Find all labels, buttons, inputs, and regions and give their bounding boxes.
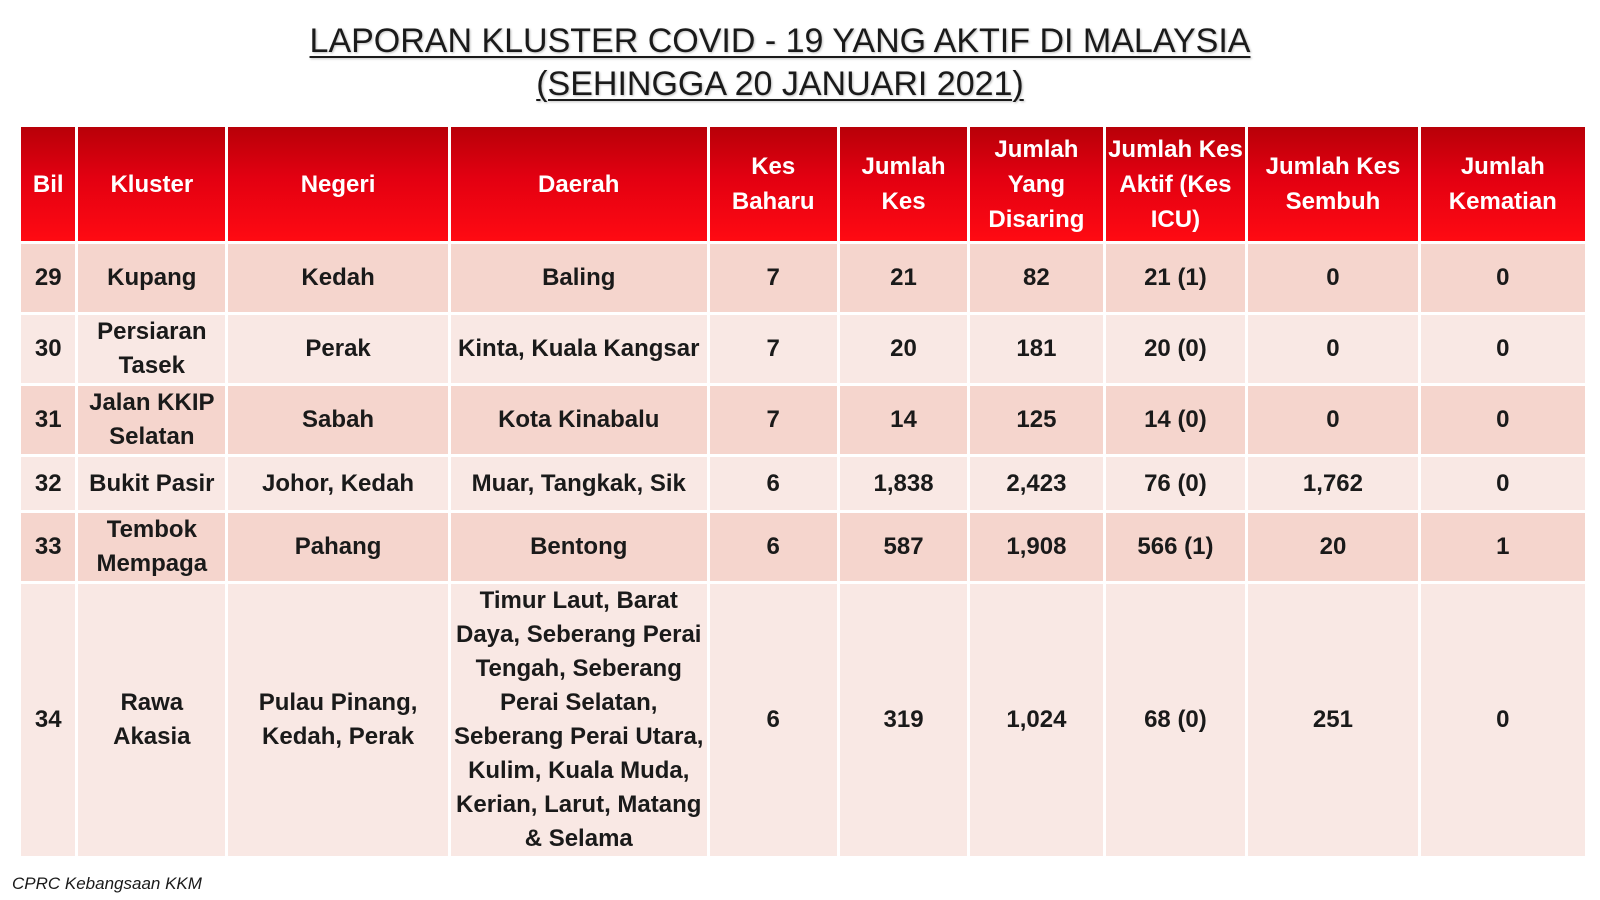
cell-jumlah-kes-sembuh: 20 (1248, 513, 1417, 581)
cell-kes-baharu: 6 (710, 584, 837, 856)
cell-negeri: Sabah (228, 386, 448, 454)
cell-jumlah-kes: 319 (840, 584, 967, 856)
cell-jumlah-disaring: 2,423 (970, 457, 1102, 510)
table-row (21, 244, 1585, 312)
header-jumlah-kes-sembuh: Jumlah Kes Sembuh (1248, 127, 1417, 241)
table-row (21, 457, 1585, 510)
cell-daerah: Bentong (451, 513, 707, 581)
cell-jumlah-disaring: 1,908 (970, 513, 1102, 581)
header-kes-baharu: Kes Baharu (710, 127, 837, 241)
cell-kluster: Kupang (78, 244, 225, 312)
header-jumlah-kematian: Jumlah Kematian (1421, 127, 1585, 241)
header-jumlah-kes-aktif: Jumlah Kes Aktif (Kes ICU) (1106, 127, 1246, 241)
cell-jumlah-disaring: 125 (970, 386, 1102, 454)
cell-kes-baharu: 7 (710, 386, 837, 454)
cell-kes-baharu: 6 (710, 457, 837, 510)
cell-jumlah-kes-sembuh: 0 (1248, 386, 1417, 454)
cell-kluster: Jalan KKIP Selatan (78, 386, 225, 454)
cell-jumlah-kes-sembuh: 0 (1248, 244, 1417, 312)
cell-jumlah-kes-aktif: 566 (1) (1106, 513, 1246, 581)
cell-jumlah-disaring: 1,024 (970, 584, 1102, 856)
cell-jumlah-kes: 21 (840, 244, 967, 312)
cell-kluster: Tembok Mempaga (78, 513, 225, 581)
cell-jumlah-kematian: 1 (1421, 513, 1585, 581)
cell-daerah: Kinta, Kuala Kangsar (451, 315, 707, 383)
cell-jumlah-kes-aktif: 21 (1) (1106, 244, 1246, 312)
cell-daerah: Kota Kinabalu (451, 386, 707, 454)
cell-jumlah-kes-sembuh: 251 (1248, 584, 1417, 856)
cell-jumlah-kematian: 0 (1421, 584, 1585, 856)
cell-jumlah-disaring: 82 (970, 244, 1102, 312)
cell-negeri: Perak (228, 315, 448, 383)
header-kluster: Kluster (78, 127, 225, 241)
cell-bil: 30 (21, 315, 75, 383)
table-header-row (21, 127, 1585, 241)
cell-kes-baharu: 6 (710, 513, 837, 581)
cell-daerah: Baling (451, 244, 707, 312)
cell-jumlah-kematian: 0 (1421, 315, 1585, 383)
cell-negeri: Pahang (228, 513, 448, 581)
table-row (21, 386, 1585, 454)
cell-bil: 31 (21, 386, 75, 454)
page-title (0, 20, 1560, 106)
cell-jumlah-kes-sembuh: 0 (1248, 315, 1417, 383)
header-jumlah-kes: Jumlah Kes (840, 127, 967, 241)
cell-jumlah-kes: 14 (840, 386, 967, 454)
cell-jumlah-kes-aktif: 14 (0) (1106, 386, 1246, 454)
cell-negeri: Kedah (228, 244, 448, 312)
table-row (21, 584, 1585, 856)
cell-jumlah-kematian: 0 (1421, 386, 1585, 454)
cell-bil: 33 (21, 513, 75, 581)
cell-jumlah-kes: 587 (840, 513, 967, 581)
title-line-2: (SEHINGGA 20 JANUARI 2021) (536, 65, 1024, 103)
cell-negeri: Pulau Pinang, Kedah, Perak (228, 584, 448, 856)
cell-jumlah-kematian: 0 (1421, 244, 1585, 312)
cell-jumlah-kematian: 0 (1421, 457, 1585, 510)
cell-daerah: Muar, Tangkak, Sik (451, 457, 707, 510)
cell-kes-baharu: 7 (710, 244, 837, 312)
header-jumlah-disaring: Jumlah Yang Disaring (970, 127, 1102, 241)
table-row (21, 513, 1585, 581)
cell-jumlah-kes-aktif: 20 (0) (1106, 315, 1246, 383)
cell-jumlah-disaring: 181 (970, 315, 1102, 383)
cell-kluster: Rawa Akasia (78, 584, 225, 856)
cell-daerah: Timur Laut, Barat Daya, Seberang Perai Tengah, Seberang Perai Selatan, Seberang Perai Utara, Kulim, Kuala Muda, Kerian, Larut, Matang & Selama (451, 584, 707, 856)
cell-jumlah-kes-aktif: 68 (0) (1106, 584, 1246, 856)
table-row (21, 315, 1585, 383)
cluster-report-table (18, 124, 1588, 859)
header-bil: Bil (21, 127, 75, 241)
header-daerah: Daerah (451, 127, 707, 241)
cell-kluster: Bukit Pasir (78, 457, 225, 510)
cell-jumlah-kes: 1,838 (840, 457, 967, 510)
cell-kes-baharu: 7 (710, 315, 837, 383)
header-negeri: Negeri (228, 127, 448, 241)
cell-bil: 32 (21, 457, 75, 510)
source-footer: CPRC Kebangsaan KKM (12, 874, 202, 893)
cell-jumlah-kes-aktif: 76 (0) (1106, 457, 1246, 510)
cell-bil: 29 (21, 244, 75, 312)
title-line-1: LAPORAN KLUSTER COVID - 19 YANG AKTIF DI MALAYSIA (309, 22, 1251, 60)
cell-jumlah-kes-sembuh: 1,762 (1248, 457, 1417, 510)
cell-kluster: Persiaran Tasek (78, 315, 225, 383)
cell-bil: 34 (21, 584, 75, 856)
cell-jumlah-kes: 20 (840, 315, 967, 383)
cell-negeri: Johor, Kedah (228, 457, 448, 510)
